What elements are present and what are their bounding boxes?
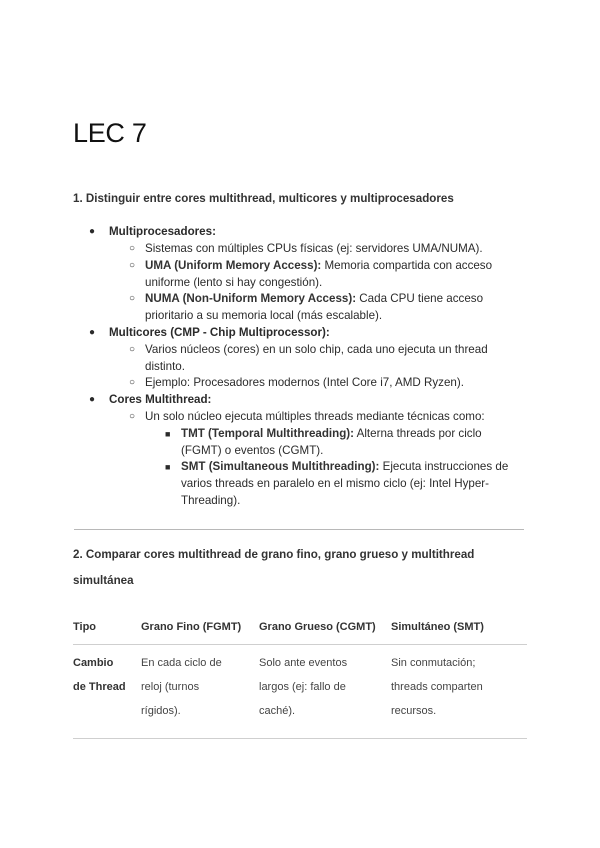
list-item-text: Alterna threads por ciclo (FGMT) o eventos (CGMT). xyxy=(181,427,482,457)
section-2-heading: 2. Comparar cores multithread de grano fino, grano grueso y multithread xyxy=(73,548,475,561)
table-header: Grano Fino (FGMT) xyxy=(141,610,259,645)
term-uma: UMA (Uniform Memory Access): xyxy=(145,259,322,272)
list-item-text: Varios núcleos (cores) en un solo chip, cada uno ejecuta un thread distinto. xyxy=(145,343,488,373)
list-item-text: Memoria compartida con acceso uniforme (lento si hay congestión). xyxy=(145,259,493,289)
horizontal-divider xyxy=(74,529,524,530)
disc-bullet-icon: ● xyxy=(89,226,96,237)
disc-bullet-icon: ● xyxy=(89,394,96,405)
square-bullet-icon: ■ xyxy=(165,429,171,439)
circle-bullet-icon: ○ xyxy=(129,377,136,388)
list-item-label: Multicores (CMP - Chip Multiprocessor): xyxy=(109,326,330,339)
list-item-text: Ejemplo: Procesadores modernos (Intel Core i7, AMD Ryzen). xyxy=(145,376,464,389)
circle-bullet-icon: ○ xyxy=(129,411,136,422)
term-numa: NUMA (Non-Uniform Memory Access): xyxy=(145,292,357,305)
term-smt: SMT (Simultaneous Multithreading): xyxy=(181,460,380,473)
list-item-text: Ejecuta instrucciones de varios threads en paralelo en el mismo ciclo (ej: Intel Hyper-Threading). xyxy=(181,460,509,507)
list-item-text: Cada CPU tiene acceso prioritario a su memoria local (más escalable). xyxy=(145,292,484,322)
circle-bullet-icon: ○ xyxy=(129,243,136,254)
circle-bullet-icon: ○ xyxy=(129,293,136,304)
table-row xyxy=(73,645,527,739)
comparison-table xyxy=(73,610,527,739)
table-header: Grano Grueso (CGMT) xyxy=(259,610,391,645)
section-2-heading-cont: simultánea xyxy=(73,574,134,587)
circle-bullet-icon: ○ xyxy=(129,344,136,355)
list-item-text: Sistemas con múltiples CPUs físicas (ej: servidores UMA/NUMA). xyxy=(145,242,483,255)
square-bullet-icon: ■ xyxy=(165,462,171,472)
page-title: LEC 7 xyxy=(73,118,147,148)
table-cell: Sin conmutación; threads comparten recursos. xyxy=(391,645,527,739)
table-cell: Cambio de Thread xyxy=(73,645,141,739)
list-item-label: Multiprocesadores: xyxy=(109,225,216,238)
table-cell: En cada ciclo de reloj (turnos rígidos). xyxy=(141,645,259,739)
list-item-text: Un solo núcleo ejecuta múltiples threads mediante técnicas como: xyxy=(145,410,485,423)
table-cell: Solo ante eventos largos (ej: fallo de caché). xyxy=(259,645,391,739)
section-1-heading: 1. Distinguir entre cores multithread, multicores y multiprocesadores xyxy=(73,192,454,205)
term-tmt: TMT (Temporal Multithreading): xyxy=(181,427,355,440)
table-header: Simultáneo (SMT) xyxy=(391,610,527,645)
disc-bullet-icon: ● xyxy=(89,327,96,338)
list-item-label: Cores Multithread: xyxy=(109,393,212,406)
table-header: Tipo xyxy=(73,610,141,645)
table-header-row xyxy=(73,610,527,645)
circle-bullet-icon: ○ xyxy=(129,260,136,271)
